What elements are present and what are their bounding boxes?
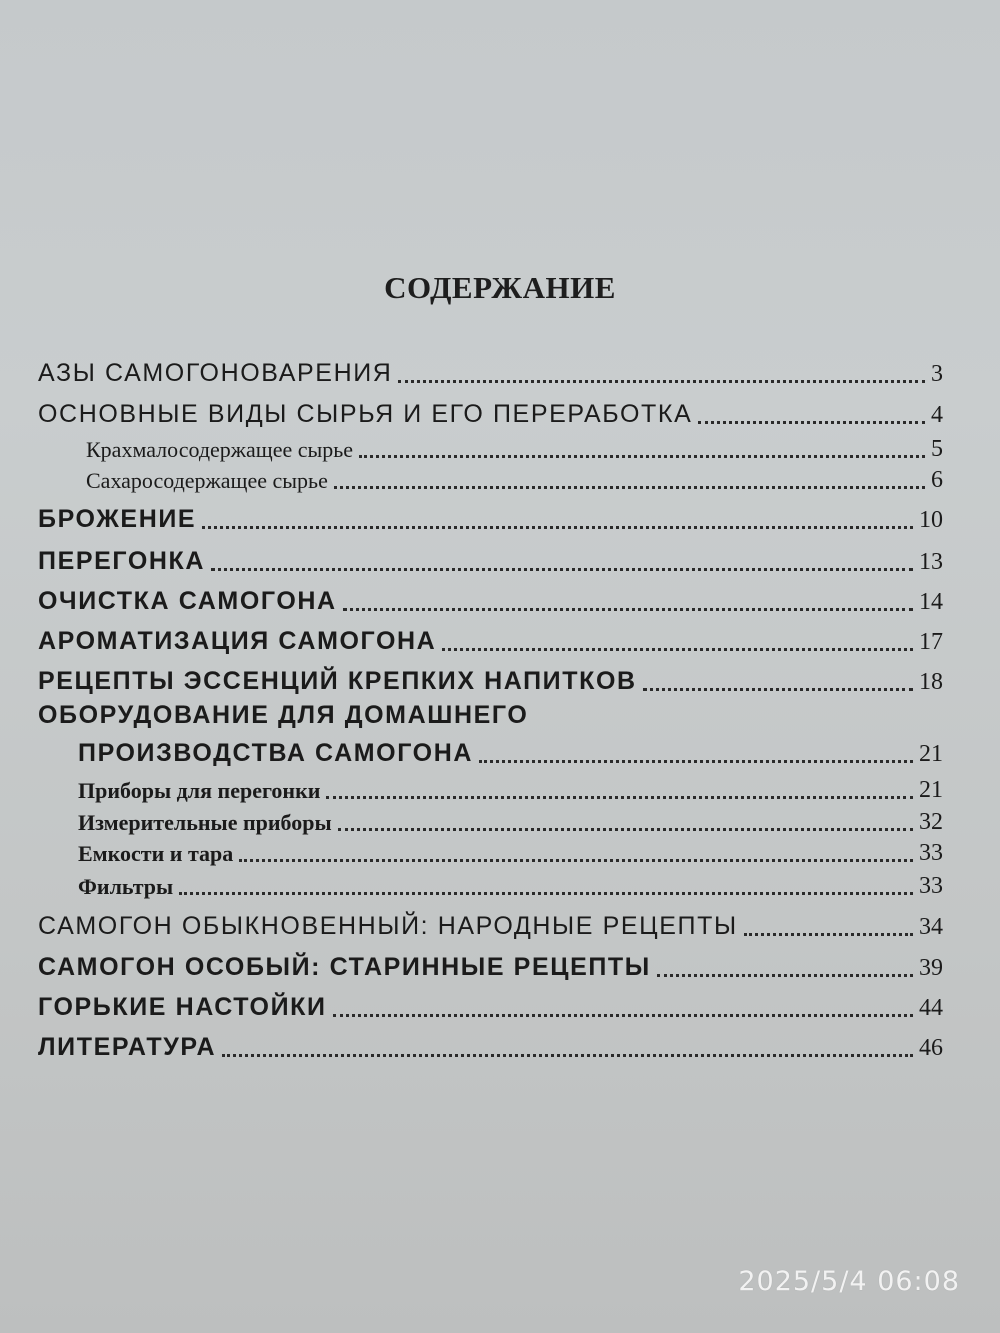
toc-subentry: [86, 458, 943, 492]
toc-entry-page: 17: [919, 629, 943, 655]
toc-entry-page: 34: [919, 914, 943, 940]
toc-entry-label: Емкости и тара: [78, 841, 234, 866]
toc-heading: СОДЕРЖАНИЕ: [384, 270, 616, 305]
toc-subentry: [78, 800, 943, 834]
toc-entry-label: АРОМАТИЗАЦИЯ САМОГОНА: [38, 627, 437, 655]
toc-subentry: [78, 768, 943, 802]
toc-entry-page: 10: [919, 507, 943, 533]
toc-subentry: [78, 831, 943, 865]
toc-entry-label: Приборы для перегонки: [78, 778, 321, 803]
toc-subentry: [86, 427, 943, 461]
toc-entry-label-line1: ОБОРУДОВАНИЕ ДЛЯ ДОМАШНЕГО: [38, 701, 529, 729]
toc-entry-page: 33: [919, 873, 943, 899]
toc-entry-page: 46: [919, 1035, 943, 1061]
toc-entry-page: 39: [919, 955, 943, 981]
toc-entry-label: САМОГОН ОСОБЫЙ: СТАРИННЫЕ РЕЦЕПТЫ: [38, 953, 651, 981]
toc-entry: [38, 393, 943, 427]
toc-entry-label: САМОГОН ОБЫКНОВЕННЫЙ: НАРОДНЫЕ РЕЦЕПТЫ: [38, 912, 738, 940]
toc-entry-label: Крахмалосодержащее сырье: [86, 437, 354, 462]
toc-leader-dots: [643, 688, 913, 691]
toc-leader-dots: [202, 526, 913, 529]
toc-leader-dots: [343, 608, 913, 611]
toc-entry-page: 14: [919, 589, 943, 615]
toc-entry: [38, 660, 943, 694]
toc-entry: [38, 352, 943, 386]
toc-leader-dots: [333, 1014, 913, 1017]
toc-entry: [38, 540, 943, 574]
toc-entry-label: ОЧИСТКА САМОГОНА: [38, 587, 337, 615]
toc-entry-page: 21: [919, 741, 943, 767]
toc-entry-page: 44: [919, 995, 943, 1021]
toc-entry: [38, 580, 943, 614]
toc-entry-label: Сахаросодержащее сырье: [86, 468, 328, 493]
toc-leader-dots: [657, 974, 913, 977]
toc-entry-label: ЛИТЕРАТУРА: [38, 1033, 217, 1061]
toc-entry: [38, 1026, 943, 1060]
toc-entry-page: 18: [919, 669, 943, 695]
toc-leader-dots: [744, 933, 913, 936]
toc-leader-dots: [398, 380, 925, 383]
toc-entry-page: 4: [931, 402, 943, 428]
toc-entry-page: 33: [919, 840, 943, 866]
toc-entry: [78, 732, 943, 766]
toc-leader-dots: [179, 892, 913, 895]
toc-entry-label: Фильтры: [78, 874, 174, 899]
toc-leader-dots: [334, 486, 925, 489]
toc-leader-dots: [326, 796, 913, 799]
toc-leader-dots: [222, 1054, 913, 1057]
photo-timestamp: 2025/5/4 06:08: [738, 1266, 960, 1297]
toc-leader-dots: [442, 648, 913, 651]
toc-entry-page: 3: [931, 361, 943, 387]
toc-entry: [38, 905, 943, 939]
toc-entry: [38, 986, 943, 1020]
toc-entry-page: 32: [919, 809, 943, 835]
toc-subentry: [78, 864, 943, 898]
toc-leader-dots: [211, 568, 913, 571]
toc-leader-dots: [479, 760, 913, 763]
toc-entry-label: Измерительные приборы: [78, 810, 332, 835]
toc-entry: [38, 946, 943, 980]
toc-entry-label: ГОРЬКИЕ НАСТОЙКИ: [38, 993, 327, 1021]
toc-entry-page: 6: [931, 467, 943, 493]
toc-entry-label: БРОЖЕНИЕ: [38, 505, 197, 533]
toc-entry-label: РЕЦЕПТЫ ЭССЕНЦИЙ КРЕПКИХ НАПИТКОВ: [38, 667, 637, 695]
toc-entry-page: 13: [919, 549, 943, 575]
toc-entry-label: ПЕРЕГОНКА: [38, 547, 206, 575]
toc-entry: [38, 620, 943, 654]
toc-leader-dots: [698, 421, 925, 424]
toc-leader-dots: [239, 859, 913, 862]
toc-entry-label: ОСНОВНЫЕ ВИДЫ СЫРЬЯ И ЕГО ПЕРЕРАБОТКА: [38, 400, 693, 428]
toc-entry-page: 21: [919, 777, 943, 803]
toc-entry-label: АЗЫ САМОГОНОВАРЕНИЯ: [38, 359, 393, 387]
toc-entry-page: 5: [931, 436, 943, 462]
toc-entry-label: ПРОИЗВОДСТВА САМОГОНА: [78, 739, 474, 767]
toc-entry: [38, 498, 943, 532]
